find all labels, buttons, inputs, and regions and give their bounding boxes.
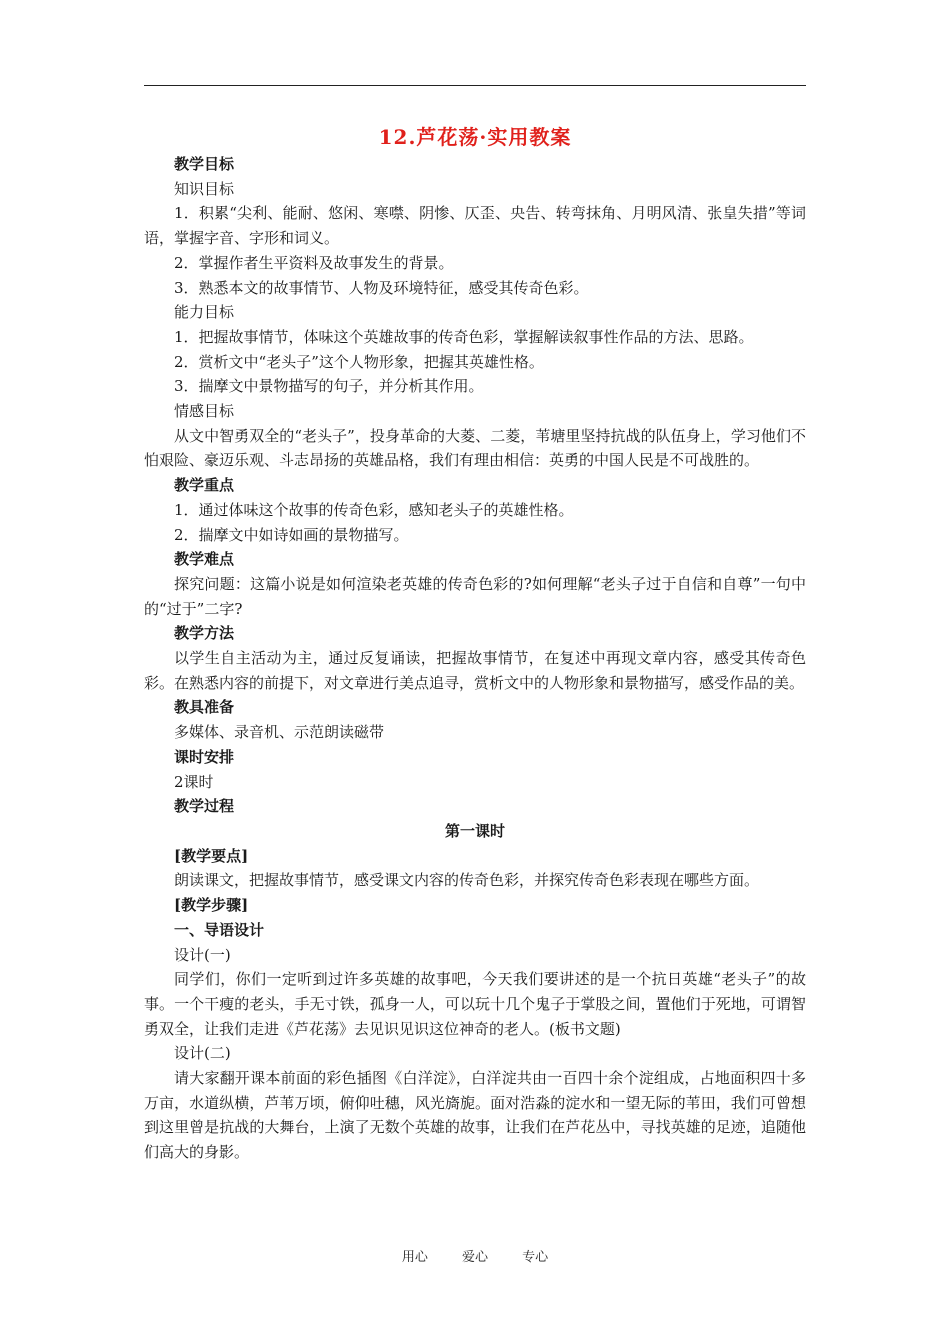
document-title: 12.芦花荡·实用教案 <box>378 125 572 149</box>
section-heading: 课时安排 <box>174 747 235 766</box>
page-footer <box>0 1246 950 1265</box>
footer-word: 爱心 <box>461 1250 488 1265</box>
document-body <box>144 122 806 1165</box>
footer-word: 专心 <box>522 1250 549 1265</box>
paragraph: 2．掌握作者生平资料及故事发生的背景。 <box>174 253 454 272</box>
section-heading: 教学难点 <box>174 550 235 569</box>
section-heading: 教学过程 <box>174 797 235 816</box>
paragraph: 1．通过体味这个故事的传奇色彩，感知老头子的英雄性格。 <box>174 500 574 519</box>
paragraph: 以学生自主活动为主，通过反复诵读，把握故事情节，在复述中再现文章内容，感受其传奇色彩。在熟悉内容的前提下，对文章进行美点追寻，赏析文中的人物形象和景物描写，感受作品的美。 <box>144 649 806 692</box>
section-heading: 教学重点 <box>174 476 235 495</box>
paragraph: 多媒体、录音机、示范朗读磁带 <box>174 723 385 742</box>
subheading: 设计(二) <box>174 1044 231 1063</box>
paragraph: 探究问题：这篇小说是如何渲染老英雄的传奇色彩的?如何理解“老头子过于自信和自尊”一句中的“过于”二字? <box>144 574 806 618</box>
section-heading: 教具准备 <box>174 698 235 717</box>
paragraph: 同学们，你们一定听到过许多英雄的故事吧，今天我们要讲述的是一个抗日英雄“老头子”的故事。一个干瘦的老头，手无寸铁，孤身一人，可以玩十几个鬼子于掌股之间，置他们于死地，可谓智勇双全，让我们走进《芦花荡》去见识见识这位神奇的老人。(板书文题) <box>144 970 806 1038</box>
subheading: 知识目标 <box>174 179 235 198</box>
section-heading: 教学目标 <box>174 155 235 173</box>
paragraph: 请大家翻开课本前面的彩色插图《白洋淀》，白洋淀共由一百四十余个淀组成，占地面积四十多万亩，水道纵横，芦苇万顷，俯仰吐穗，风光旖旎。面对浩淼的淀水和一望无际的苇田，我们可曾想到这里曾是抗战的大舞台，上演了无数个英雄的故事，让我们在芦花丛中，寻找英雄的足迹，追随他们高大的身影。 <box>144 1069 806 1162</box>
paragraph: 3．揣摩文中景物描写的句子，并分析其作用。 <box>174 377 484 396</box>
paragraph: 1．把握故事情节，体味这个英雄故事的传奇色彩，掌握解读叙事性作品的方法、思路。 <box>174 327 754 346</box>
section-heading: 教学方法 <box>174 624 235 643</box>
subheading: 能力目标 <box>174 303 235 322</box>
paragraph: 2课时 <box>174 772 214 791</box>
paragraph: 1．积累“尖利、能耐、悠闲、寒噤、阴惨、仄歪、央告、转弯抹角、月明风清、张皇失措”等词语，掌握字音、字形和词义。 <box>144 204 806 248</box>
subheading: 情感目标 <box>174 402 235 421</box>
paragraph: 从文中智勇双全的“老头子”，投身革命的大菱、二菱，苇塘里坚持抗战的队伍身上，学习他们不怕艰险、豪迈乐观、斗志昂扬的英雄品格，我们有理由相信：英勇的中国人民是不可战胜的。 <box>144 426 806 470</box>
paragraph: 2．揣摩文中如诗如画的景物描写。 <box>174 525 409 544</box>
paragraph: 朗读课文，把握故事情节，感受课文内容的传奇色彩，并探究传奇色彩表现在哪些方面。 <box>174 871 760 890</box>
subheading: 设计(一) <box>174 945 231 964</box>
paragraph: 2．赏析文中“老头子”这个人物形象，把握其英雄性格。 <box>174 352 544 371</box>
section-heading: [教学步骤] <box>174 896 249 915</box>
section-heading: 一、导语设计 <box>174 920 265 939</box>
section-heading: [教学要点] <box>174 846 249 865</box>
lesson-heading: 第一课时 <box>444 821 505 840</box>
footer-word: 用心 <box>401 1250 428 1265</box>
header-rule <box>144 85 806 86</box>
paragraph: 3．熟悉本文的故事情节、人物及环境特征，感受其传奇色彩。 <box>174 278 589 297</box>
